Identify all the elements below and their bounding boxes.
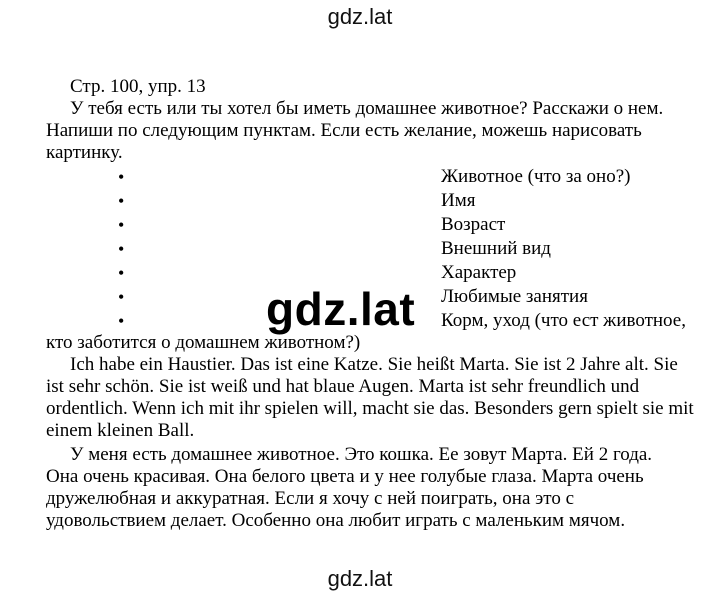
- translation-line: У меня есть домашнее животное. Это кошка. Ее зовут Марта. Ей 2 года.: [70, 444, 653, 465]
- prompt-line: картинку.: [46, 142, 123, 163]
- translation-line: удовольствием делает. Особенно она любит играть с маленьким мячом.: [46, 510, 626, 531]
- list-item: Любимые занятия: [441, 286, 588, 307]
- list-item: Корм, уход (что ест животное,: [441, 310, 686, 331]
- list-item: Животное (что за оно?): [441, 166, 631, 187]
- answer-line: Ich habe ein Haustier. Das ist eine Katze. Sie heißt Marta. Sie ist 2 Jahre alt. Sie: [70, 354, 678, 375]
- bullet: •: [118, 239, 125, 259]
- answer-line: ist sehr schön. Sie ist weiß und hat blaue Augen. Marta ist sehr freundlich und: [46, 376, 640, 397]
- watermark-top: gdz.lat: [327, 4, 393, 29]
- answer-line: einem kleinen Ball.: [46, 420, 195, 441]
- bullet: •: [118, 167, 125, 187]
- watermark-bottom: gdz.lat: [327, 566, 393, 591]
- bullet: •: [118, 263, 125, 283]
- list-item: Характер: [441, 262, 517, 283]
- bullet: •: [118, 191, 125, 211]
- translation-line: Она очень красивая. Она белого цвета и у нее голубые глаза. Марта очень: [46, 466, 644, 487]
- exercise-reference: Стр. 100, упр. 13: [70, 76, 206, 97]
- bullet: •: [118, 215, 125, 235]
- list-item: Внешний вид: [441, 238, 551, 259]
- bullet: •: [118, 311, 125, 331]
- list-item-continuation: кто заботится о домашнем животном?): [46, 332, 361, 353]
- list-item: Возраст: [441, 214, 506, 235]
- watermark-center: gdz.lat: [266, 283, 416, 335]
- bullet: •: [118, 287, 125, 307]
- answer-line: ordentlich. Wenn ich mit ihr spielen will, macht sie das. Besonders gern spielt sie mit: [46, 398, 694, 419]
- translation-line: дружелюбная и аккуратная. Если я хочу с ней поиграть, она это с: [46, 488, 575, 509]
- prompt-line: У тебя есть или ты хотел бы иметь домашнее животное? Расскажи о нем.: [70, 98, 664, 119]
- prompt-line: Напиши по следующим пунктам. Если есть желание, можешь нарисовать: [46, 120, 642, 141]
- list-item: Имя: [441, 190, 476, 211]
